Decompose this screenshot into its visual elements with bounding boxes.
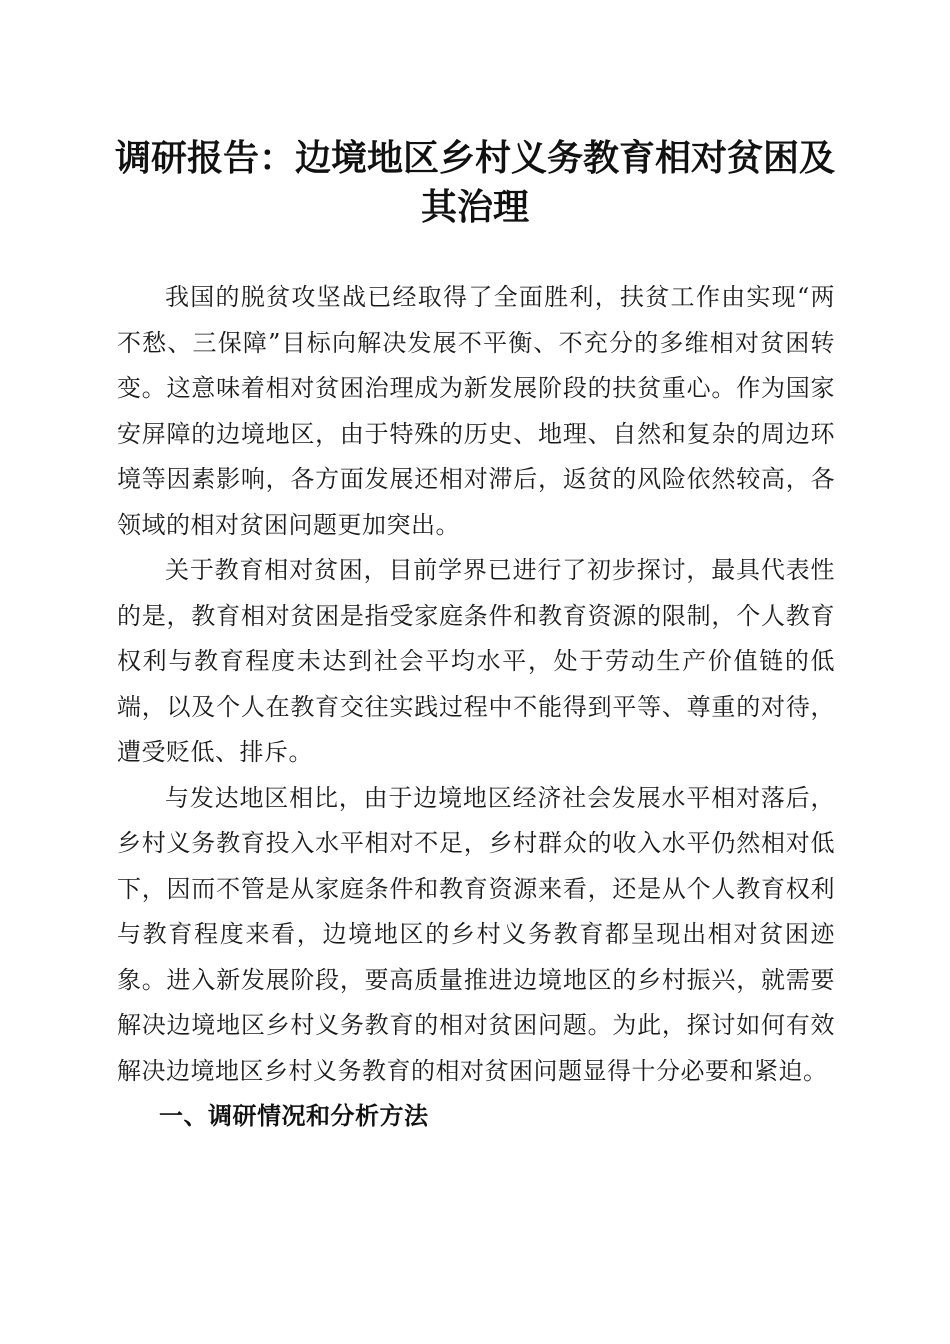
paragraph: 关于教育相对贫困，目前学界已进行了初步探讨，最具代表性的是，教育相对贫困是指受家庭条件和教育资源的限制，个人教育权利与教育程度未达到社会平均水平，处于劳动生产价值链的低端，以及个人在教育交往实践过程中不能得到平等、尊重的对待，遭受贬低、排斥。 (117, 556, 835, 766)
document-title: 调研报告：边境地区乡村义务教育相对贫困及其治理 (114, 137, 835, 228)
paragraph: 与发达地区相比，由于边境地区经济社会发展水平相对落后，乡村义务教育投入水平相对不足，乡村群众的收入水平仍然相对低下，因而不管是从家庭条件和教育资源来看，还是从个人教育权利与教育程度来看，边境地区的乡村义务教育都呈现出相对贫困迹象。进入新发展阶段，要高质量推进边境地区的乡村振兴，就需要解决边境地区乡村义务教育的相对贫困问题。为此，探讨如何有效解决边境地区乡村义务教育的相对贫困问题显得十分必要和紧迫。 (117, 783, 835, 1085)
paragraph: 我国的脱贫攻坚战已经取得了全面胜利，扶贫工作由实现“两不愁、三保障”目标向解决发展不平衡、不充分的多维相对贫困转变。这意味着相对贫困治理成为新发展阶段的扶贫重心。作为国家安屏障的边境地区，由于特殊的历史、地理、自然和复杂的周边环境等因素影响，各方面发展还相对滞后，返贫的风险依然较高，各领域的相对贫困问题更加突出。 (117, 283, 835, 539)
document-body (117, 275, 835, 1140)
section-heading: 一、调研情况和分析方法 (159, 1102, 429, 1130)
